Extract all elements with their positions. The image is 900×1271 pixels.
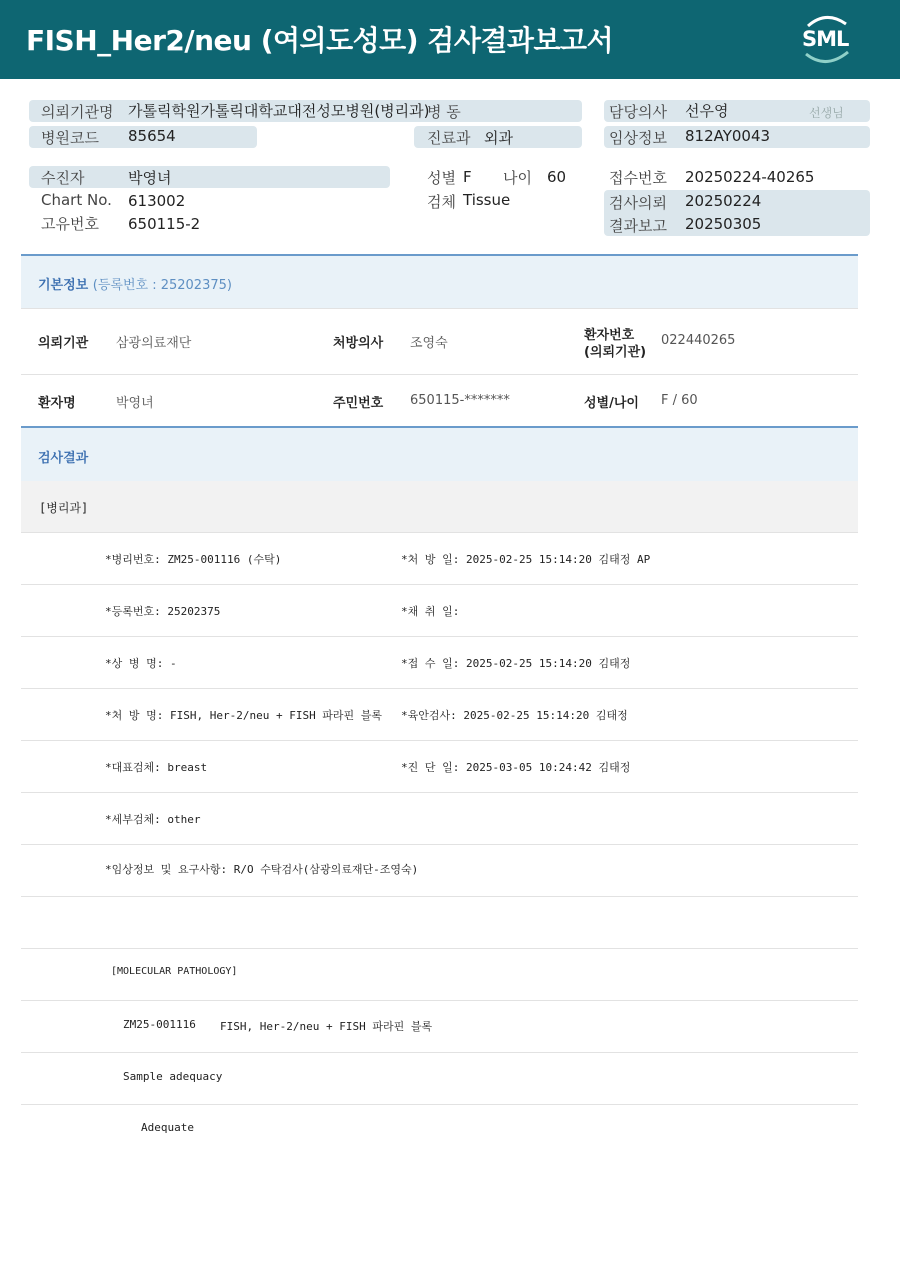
request-value: 20250224	[685, 192, 762, 210]
table-row	[21, 637, 858, 689]
receipt-label: 접수번호	[609, 169, 667, 187]
id-label: 고유번호	[41, 215, 99, 233]
report-label: 결과보고	[609, 217, 667, 235]
patient-label: 수진자	[41, 169, 85, 187]
table-row	[21, 949, 858, 1001]
age-label: 나이	[503, 169, 532, 187]
hospital-code-value: 85654	[128, 127, 176, 145]
report-header	[0, 0, 900, 79]
table-row	[21, 533, 858, 585]
basic-info-title: 기본정보	[38, 278, 89, 293]
doctor-suffix: 선생님	[809, 106, 844, 120]
row-left-rep-specimen: *대표검체: breast	[105, 761, 208, 774]
presc-value: 조영숙	[410, 336, 448, 351]
row-left-clinical-info: *임상정보 및 요구사항: R/O 수탁검사(삼광의료재단-조영숙)	[105, 863, 419, 876]
row-left-pathology-no: *병리번호: ZM25-001116 (수탁)	[105, 553, 282, 566]
doctor-label: 담당의사	[609, 103, 667, 121]
receipt-value: 20250224-40265	[685, 168, 815, 186]
table-row	[21, 1053, 858, 1105]
patient-value: 박영녀	[128, 169, 172, 187]
age-value: 60	[547, 168, 567, 186]
dept-value: 외과	[484, 129, 513, 147]
presc-label: 처방의사	[333, 336, 384, 351]
table-row	[21, 689, 858, 741]
org-label: 의뢰기관	[38, 336, 89, 351]
pno-label-sub: (의뢰기관)	[584, 345, 647, 360]
clinical-value: 812AY0043	[685, 127, 771, 145]
id-value: 650115-2	[128, 215, 201, 233]
order-number: ZM25-001116	[123, 1018, 196, 1031]
request-label: 검사의뢰	[609, 194, 667, 212]
table-row	[21, 585, 858, 637]
ward-label: 병 동	[427, 103, 461, 121]
table-row	[21, 793, 858, 845]
report-value: 20250305	[685, 215, 762, 233]
basic-info-reg-no: (등록번호 : 25202375)	[92, 278, 232, 293]
table-row	[21, 1001, 858, 1053]
results-title: 검사결과	[38, 451, 89, 466]
row-left-order-name: *처 방 명: FISH, Her-2/neu + FISH 파라핀 블록	[105, 709, 383, 722]
row-right-gross-date: *육안검사: 2025-02-25 15:14:20 김태정	[401, 709, 628, 722]
row-left-sub-specimen: *세부검체: other	[105, 813, 201, 826]
rrn-label: 주민번호	[333, 396, 384, 411]
sample-adequacy-label: Sample adequacy	[123, 1070, 223, 1083]
sml-logo: SML	[796, 12, 856, 68]
row-left-diagnosis: *상 병 명: -	[105, 657, 177, 670]
pno-label: 환자번호	[584, 328, 635, 343]
row-right-diag-date: *진 단 일: 2025-03-05 10:24:42 김태정	[401, 761, 631, 774]
table-row-blank	[21, 897, 858, 949]
row-left-reg-no: *등록번호: 25202375	[105, 605, 221, 618]
chart-value: 613002	[128, 192, 186, 210]
dept-label: 진료과	[427, 129, 471, 147]
sample-adequacy-value: Adequate	[141, 1121, 194, 1134]
table-row	[21, 845, 858, 897]
specimen-value: Tissue	[463, 191, 511, 209]
rrn-value: 650115-*******	[410, 393, 510, 408]
name-label: 환자명	[38, 396, 76, 411]
molecular-pathology-heading: [MOLECULAR PATHOLOGY]	[111, 966, 238, 977]
hospital-code-label: 병원코드	[41, 129, 99, 147]
org-value: 삼광의료재단	[116, 336, 192, 351]
order-name: FISH, Her-2/neu + FISH 파라핀 블록	[220, 1020, 433, 1033]
clinical-label: 임상정보	[609, 129, 667, 147]
results-header	[21, 426, 858, 482]
report-title: FISH_Her2/neu (여의도성모) 검사결과보고서	[26, 24, 614, 57]
sexage-label: 성별/나이	[584, 396, 639, 411]
row-right-receipt-date: *접 수 일: 2025-02-25 15:14:20 김태정	[401, 657, 631, 670]
results-dept-row	[21, 481, 858, 533]
row-right-collect-date: *채 취 일:	[401, 605, 460, 618]
results-dept: [병리과]	[39, 501, 89, 515]
doctor-value: 선우영	[685, 102, 729, 120]
sexage-value: F / 60	[661, 393, 698, 408]
sex-label: 성별	[427, 169, 456, 187]
table-row	[21, 741, 858, 793]
basic-info-header	[21, 254, 858, 309]
institution-label: 의뢰기관명	[41, 103, 114, 121]
sex-value: F	[463, 168, 472, 186]
name-value: 박영녀	[116, 396, 154, 411]
basic-info-row-1	[21, 307, 858, 375]
row-right-order-date: *처 방 일: 2025-02-25 15:14:20 김태정 AP	[401, 553, 651, 566]
institution-value: 가톨릭학원가톨릭대학교대전성모병원(병리과)	[128, 102, 430, 120]
chart-label: Chart No.	[41, 191, 112, 209]
pno-value: 022440265	[661, 333, 736, 348]
basic-info-row-2	[21, 375, 858, 426]
specimen-label: 검체	[427, 193, 456, 211]
